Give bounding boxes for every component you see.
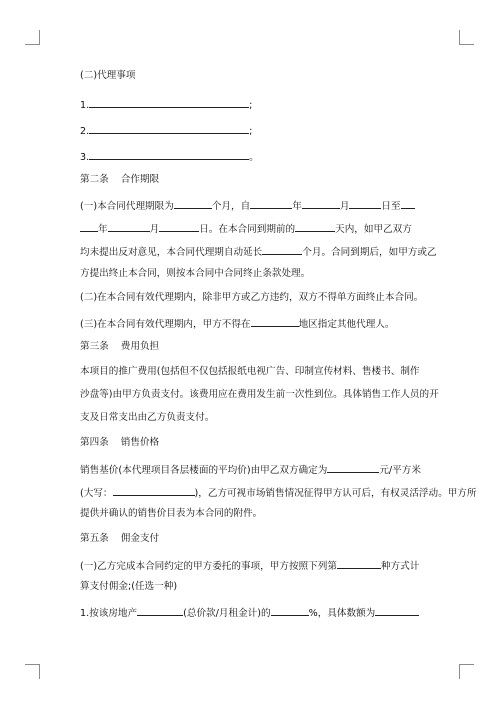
- text: 元/平方米: [379, 465, 421, 476]
- text: 年: [292, 201, 302, 212]
- text: 1.按该房地产: [80, 608, 138, 619]
- article-4-heading: [80, 437, 159, 449]
- end-month-blank[interactable]: [108, 221, 150, 232]
- article-2-para-1-line-4: [80, 268, 310, 280]
- text: )，乙方可视市场销售情况征得甲方认可后，有权灵活浮动。甲方所: [194, 488, 477, 499]
- text: 种方式计: [380, 561, 420, 572]
- article-3-title: 费用负担: [120, 341, 160, 352]
- text: 方提出终止本合同，则按本合同中合同终止条款处理。: [80, 268, 311, 279]
- article-2-heading: [80, 174, 159, 186]
- text: (二)在本合同有效代理期内，除非甲方或乙方违约，双方不得单方面终止本合同。: [80, 292, 424, 303]
- text: 地区指定其他代理人。: [298, 319, 395, 330]
- start-year-blank[interactable]: [250, 198, 292, 209]
- article-5-heading: [80, 533, 159, 545]
- text: 天内，如甲乙双方: [335, 224, 412, 235]
- start-month-blank[interactable]: [302, 198, 340, 209]
- payment-method-blank[interactable]: [337, 558, 381, 569]
- text: 日至: [381, 201, 401, 212]
- article-2-title: 合作期限: [120, 174, 160, 185]
- start-day-blank[interactable]: [349, 198, 381, 209]
- article-2-para-1-line-2: [80, 221, 412, 236]
- text: %，具体数额为: [308, 608, 376, 619]
- agency-item-1-number: 1.: [80, 100, 90, 111]
- article-3-line-1: [80, 366, 420, 378]
- crop-mark-top-left: [25, 30, 40, 45]
- commission-amount-blank[interactable]: [375, 605, 419, 616]
- article-4-title: 销售价格: [120, 437, 160, 448]
- end-year-blank-b[interactable]: [80, 221, 98, 232]
- text: 日。在本合同到期前的: [199, 224, 296, 235]
- term-months-blank[interactable]: [174, 198, 212, 209]
- article-4-line-2: [80, 485, 477, 500]
- agency-item-1: [80, 97, 252, 112]
- price-in-words-blank[interactable]: [113, 485, 195, 496]
- article-5-title: 佣金支付: [120, 533, 160, 544]
- text: 支及日常支出由乙方负责支付。: [80, 412, 215, 423]
- agency-item-3: [80, 149, 259, 164]
- article-4-line-3: [80, 508, 262, 520]
- article-2-para-2: [80, 292, 423, 304]
- agency-item-2: [80, 123, 252, 138]
- article-4-number: 第四条: [80, 437, 109, 448]
- text: (总价款/月租金计)的: [183, 608, 271, 619]
- text: 本项目的推广费用(包括但不仅包括报纸电视广告、印制宣传材料、售楼书、制作: [80, 366, 420, 377]
- agency-heading-text: (二)代理事项: [80, 70, 136, 81]
- text: 沙盘等)由甲方负责支付。该费用应在费用发生前一次性到位。具体销售工作人员的开: [80, 389, 439, 400]
- notice-days-blank[interactable]: [295, 221, 335, 232]
- text: 个月，自: [211, 201, 251, 212]
- article-3-line-2: [80, 389, 439, 401]
- end-day-blank[interactable]: [159, 221, 199, 232]
- article-2-para-1-line-3: [80, 244, 437, 259]
- article-5-number: 第五条: [80, 533, 109, 544]
- agency-item-2-blank[interactable]: [89, 123, 249, 134]
- article-2-para-3: [80, 316, 395, 331]
- text: 年: [98, 224, 108, 235]
- agency-item-1-blank[interactable]: [89, 97, 249, 108]
- text: 月: [149, 224, 160, 235]
- region-blank[interactable]: [251, 316, 299, 327]
- text: (大写：: [80, 488, 113, 499]
- end-year-blank-a[interactable]: [401, 198, 415, 209]
- agency-item-1-end: ;: [249, 100, 253, 111]
- base-price-blank[interactable]: [327, 462, 379, 473]
- text: (一)本合同代理期限为: [80, 201, 174, 212]
- crop-mark-bottom-right: [459, 664, 474, 679]
- agency-item-2-number: 2.: [80, 126, 90, 137]
- text: 算支付佣金;(任选一种): [80, 581, 178, 592]
- crop-mark-top-right: [459, 30, 474, 45]
- text: 个月。合同到期后，如甲方或乙: [302, 247, 437, 258]
- text: 提供并确认的销售价目表为本合同的附件。: [80, 508, 263, 519]
- article-2-number: 第二条: [80, 174, 109, 185]
- agency-heading: [80, 70, 135, 82]
- text: (三)在本合同有效代理期内，甲方不得在: [80, 319, 251, 330]
- article-2-para-1-line-1: [80, 198, 415, 213]
- commission-percent-blank[interactable]: [271, 605, 309, 616]
- text: 均未提出反对意见，本合同代理期自动延长: [80, 247, 263, 258]
- extension-months-blank[interactable]: [262, 244, 302, 255]
- text: (一)乙方完成本合同约定的甲方委托的事项，甲方按照下列第: [80, 561, 337, 572]
- agency-item-3-number: 3.: [80, 152, 90, 163]
- agency-item-3-end: 。: [249, 152, 259, 163]
- article-5-line-3: [80, 605, 419, 620]
- article-3-heading: [80, 341, 159, 353]
- text: 销售基价(本代理项目各层楼面的平均价)由甲乙双方确定为: [80, 465, 328, 476]
- article-5-line-2: [80, 581, 177, 593]
- property-basis-blank[interactable]: [137, 605, 183, 616]
- text: 月: [339, 201, 350, 212]
- article-4-line-1: [80, 462, 421, 477]
- article-3-line-3: [80, 412, 214, 424]
- crop-mark-bottom-left: [25, 664, 40, 679]
- agency-item-2-end: ;: [249, 126, 253, 137]
- agency-item-3-blank[interactable]: [89, 149, 249, 160]
- article-5-line-1: [80, 558, 419, 573]
- article-3-number: 第三条: [80, 341, 109, 352]
